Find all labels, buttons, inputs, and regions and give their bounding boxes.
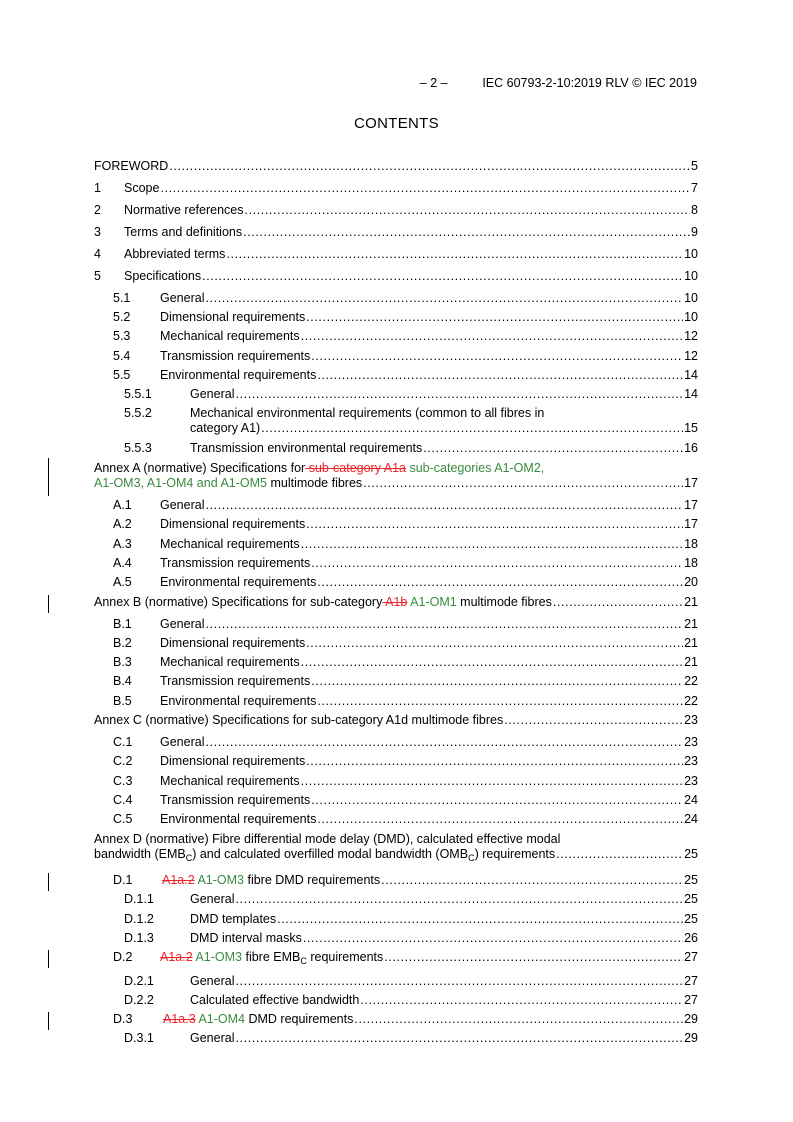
toc-number: A.4 [113,556,132,570]
toc-label: A1a.2 A1-OM3 fibre $EMB_C$ requirements [160,950,384,966]
leader-dots [354,1012,683,1027]
toc-label: Abbreviated terms [124,247,226,261]
toc-label: Transmission requirements [160,556,311,570]
inserted-text: A1-OM3 [194,873,244,887]
toc-page: 23 [684,754,698,768]
leader-dots [169,159,690,174]
toc-number: B.2 [113,636,132,650]
leader-dots [202,269,683,284]
toc-label: Environmental requirements [160,812,317,826]
leader-dots [301,774,683,789]
change-bar [48,950,49,968]
toc-number: A.1 [113,498,132,512]
toc-page: 23 [684,774,698,788]
toc-label: Dimensional requirements [160,310,306,324]
toc-label: A1a.2 A1-OM3 fibre DMD requirements [162,873,381,887]
toc-page: 22 [684,674,698,688]
toc-page: 7 [691,181,698,195]
leader-dots [306,310,683,325]
toc-page: 10 [684,269,698,283]
toc-number: D.1.1 [124,892,154,906]
toc-page: 22 [684,694,698,708]
toc-label: Scope [124,181,160,195]
toc-number: C.2 [113,754,133,768]
toc-page: 25 [684,873,698,887]
deleted-text: A1a.2 [160,950,193,964]
change-bar [48,873,49,891]
leader-dots [205,735,683,750]
toc-label: Transmission environmental requirements [190,441,423,455]
leader-dots [277,912,683,927]
toc-page: 15 [684,421,698,435]
leader-dots [306,754,683,769]
toc-label: Transmission requirements [160,674,311,688]
leader-dots [553,595,683,610]
toc-number: 5.2 [113,310,131,324]
toc-number: 5.4 [113,349,131,363]
toc-number: C.4 [113,793,133,807]
toc-number: D.2.2 [124,993,154,1007]
inserted-text: sub-categories A1-OM2, [405,461,545,475]
leader-dots [384,950,683,965]
toc-number: 5.5.3 [124,441,152,455]
toc-label: Mechanical requirements [160,655,300,669]
toc-page: 12 [684,349,698,363]
toc-number: D.2.1 [124,974,154,988]
toc-number: 5.1 [113,291,131,305]
leader-dots [301,655,683,670]
leader-dots [504,713,683,728]
toc-page: 27 [684,950,698,964]
toc-number: A.2 [113,517,132,531]
toc-label-cont: bandwidth $(EMB_C)$ and calculated overfilled modal bandwidth $(OMB_C)$ requirements [94,847,556,863]
deleted-text: sub-category A1a [305,461,406,475]
toc-number: 5.5.1 [124,387,152,401]
deleted-text: A1b [382,595,408,609]
leader-dots [235,1031,683,1046]
toc-page: 18 [684,537,698,551]
toc-number: D.3 [113,1012,133,1026]
leader-dots [317,694,683,709]
toc-page: 9 [691,225,698,239]
toc-number: A.5 [113,575,132,589]
toc-label: General [190,387,235,401]
toc-label: General [160,617,205,631]
leader-dots [363,476,683,491]
toc-number: D.1 [113,873,133,887]
toc-label: General [190,1031,235,1045]
toc-label: Environmental requirements [160,694,317,708]
toc-page: 21 [684,595,698,609]
toc-number: 2 [94,203,101,217]
document-id: IEC 60793-2-10:2019 RLV © IEC 2019 [482,76,697,90]
inserted-text: A1-OM3 [192,950,242,964]
toc-page: 25 [684,912,698,926]
toc-page: 26 [684,931,698,945]
leader-dots [311,793,683,808]
leader-dots [311,349,683,364]
toc-label: Annex C (normative) Specifications for sub-category A1d multimode fibres [94,713,504,727]
toc-label: Mechanical requirements [160,537,300,551]
toc-label: Annex B (normative) Specifications for sub-category A1b A1-OM1 multimode fibres [94,595,552,609]
leader-dots [317,368,683,383]
toc-page: 27 [684,993,698,1007]
toc-page: 27 [684,974,698,988]
toc-page: 17 [684,498,698,512]
change-bar [48,1012,49,1030]
toc-label: General [160,498,205,512]
toc-page: 21 [684,617,698,631]
leader-dots [423,441,683,456]
toc-number: B.4 [113,674,132,688]
toc-label: General [160,291,205,305]
change-bar [48,595,49,613]
inserted-text: A1-OM3, A1-OM4 and A1-OM5 [94,476,267,490]
toc-label: Dimensional requirements [160,517,306,531]
leader-dots [205,291,683,306]
leader-dots [235,974,683,989]
toc-page: 10 [684,310,698,324]
toc-label: Environmental requirements [160,575,317,589]
toc-page: 17 [684,517,698,531]
toc-number: C.3 [113,774,133,788]
leader-dots [360,993,683,1008]
toc-number: 3 [94,225,101,239]
toc-number: A.3 [113,537,132,551]
toc-page: 14 [684,368,698,382]
toc-label: DMD interval masks [190,931,302,945]
toc-label: General [190,892,235,906]
toc-page: 24 [684,793,698,807]
toc-label: Mechanical environmental requirements (common to all fibres in [190,406,545,420]
toc-page: 21 [684,655,698,669]
toc-number: 5.5 [113,368,131,382]
toc-label-cont: A1-OM3, A1-OM4 and A1-OM5 multimode fibres [94,476,363,490]
leader-dots [556,847,683,862]
toc-page: 23 [684,713,698,727]
toc-page: 16 [684,441,698,455]
deleted-text: A1a.2 [162,873,195,887]
toc-number: C.1 [113,735,133,749]
toc-number: D.3.1 [124,1031,154,1045]
toc-page: 10 [684,291,698,305]
inserted-text: A1-OM4 [195,1012,245,1026]
toc-number: 5 [94,269,101,283]
toc-number: D.1.3 [124,931,154,945]
toc-label: Annex A (normative) Specifications for sub-category A1a sub-categories A1-OM2, [94,461,545,475]
toc-page: 21 [684,636,698,650]
leader-dots [160,181,690,196]
toc-number: B.3 [113,655,132,669]
toc-page: 8 [691,203,698,217]
page-number: – 2 – [419,76,448,90]
leader-dots [317,812,683,827]
toc-number: 5.5.2 [124,406,152,420]
leader-dots [306,636,683,651]
leader-dots [311,556,683,571]
toc-label: Normative references [124,203,244,217]
toc-number: B.5 [113,694,132,708]
toc-number: D.1.2 [124,912,154,926]
toc-label: Environmental requirements [160,368,317,382]
toc-page: 24 [684,812,698,826]
toc-label: DMD templates [190,912,277,926]
leader-dots [311,674,683,689]
leader-dots [381,873,683,888]
toc-label: Annex D (normative) Fibre differential mode delay (DMD), calculated effective modal [94,832,561,846]
toc-page: 10 [684,247,698,261]
toc-label-cont: category A1) [190,421,261,435]
leader-dots [261,421,683,436]
toc-label: General [190,974,235,988]
toc-label: Transmission requirements [160,349,311,363]
toc-number: 5.3 [113,329,131,343]
toc-number: C.5 [113,812,133,826]
toc-number: 4 [94,247,101,261]
toc-label: A1a.3 A1-OM4 DMD requirements [163,1012,354,1026]
leader-dots [303,931,683,946]
toc-label: General [160,735,205,749]
leader-dots [205,617,683,632]
leader-dots [301,329,683,344]
leader-dots [245,203,691,218]
leader-dots [301,537,683,552]
page-title: CONTENTS [354,115,439,132]
toc-number: D.2 [113,950,133,964]
toc-label: FOREWORD [94,159,169,173]
toc-page: 23 [684,735,698,749]
leader-dots [243,225,690,240]
leader-dots [235,892,683,907]
leader-dots [226,247,683,262]
toc-page: 29 [684,1012,698,1026]
toc-page: 17 [684,476,698,490]
change-bar [48,458,49,496]
toc-label: Transmission requirements [160,793,311,807]
toc-label: Dimensional requirements [160,636,306,650]
toc-page: 25 [684,847,698,861]
leader-dots [306,517,683,532]
deleted-text: A1a.3 [163,1012,196,1026]
toc-page: 29 [684,1031,698,1045]
toc-page: 20 [684,575,698,589]
toc-number: B.1 [113,617,132,631]
toc-page: 14 [684,387,698,401]
toc-page: 12 [684,329,698,343]
toc-page: 5 [691,159,698,173]
toc-number: 1 [94,181,101,195]
toc-label: Mechanical requirements [160,774,300,788]
toc-label: Mechanical requirements [160,329,300,343]
leader-dots [317,575,683,590]
leader-dots [205,498,683,513]
toc-label: Terms and definitions [124,225,243,239]
toc-page: 25 [684,892,698,906]
toc-label: Specifications [124,269,202,283]
toc-label: Dimensional requirements [160,754,306,768]
toc-page: 18 [684,556,698,570]
toc-label: Calculated effective bandwidth [190,993,360,1007]
inserted-text: A1-OM1 [407,595,457,609]
leader-dots [235,387,683,402]
